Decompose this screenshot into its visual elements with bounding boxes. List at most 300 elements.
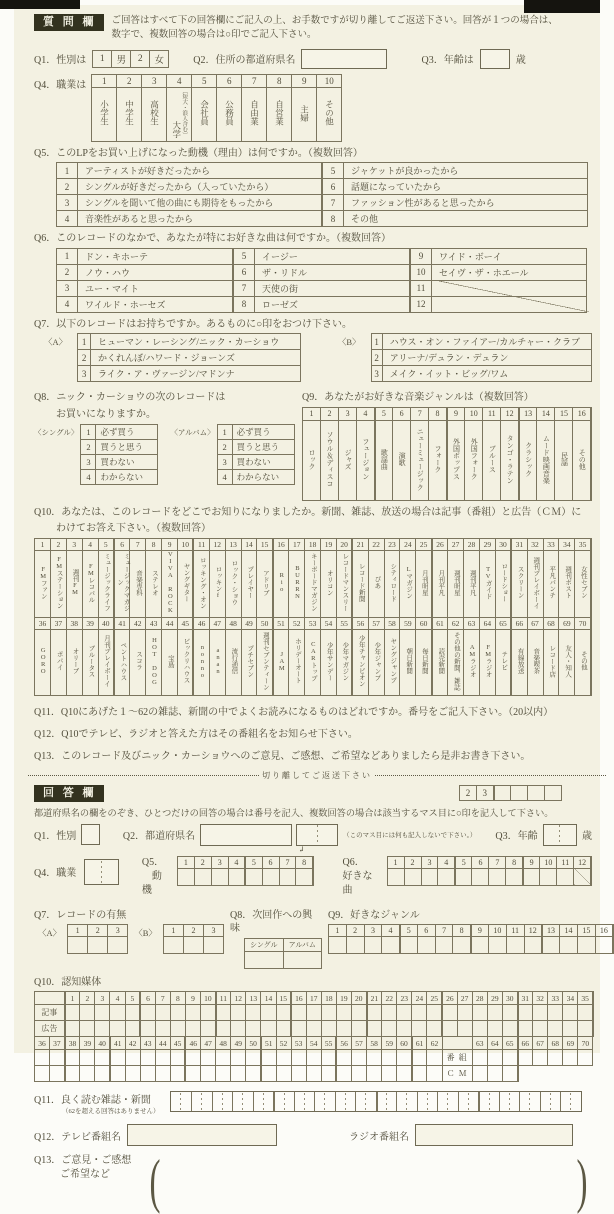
answer-cell[interactable] [412, 1050, 427, 1066]
option-cell: 7 [234, 280, 255, 296]
answer-cell[interactable] [437, 1092, 458, 1111]
answer-cell[interactable] [487, 1050, 502, 1066]
answer-cell[interactable] [228, 868, 245, 885]
option-cell: 41 [110, 1037, 125, 1050]
answer-cell[interactable] [499, 1092, 520, 1111]
answer-cell[interactable] [35, 1050, 50, 1066]
answer-cell[interactable] [125, 1005, 140, 1021]
answer-cell[interactable] [80, 1066, 95, 1082]
answer-cell[interactable] [506, 868, 523, 885]
answer-cell[interactable] [261, 1005, 276, 1021]
answer-cell[interactable] [140, 1021, 155, 1037]
option-cell: 3 [477, 785, 494, 800]
answer-cell[interactable] [110, 1005, 125, 1021]
ghost-cell [548, 1066, 563, 1082]
answer-cell[interactable] [283, 951, 322, 968]
answer-cell[interactable] [65, 1021, 80, 1037]
answer-cell[interactable] [216, 1021, 231, 1037]
option-cell: 65 [502, 1037, 517, 1050]
answer-cell[interactable] [183, 937, 203, 954]
answer-cell[interactable] [367, 1005, 382, 1021]
option-cell: 買わない [232, 455, 294, 470]
answer-cell[interactable] [245, 868, 262, 885]
option-cell: 19 [336, 992, 351, 1005]
option-cell: 15 [276, 992, 291, 1005]
answer-cell[interactable] [110, 1021, 125, 1037]
a-q2-prefecture-box[interactable] [200, 824, 292, 846]
answer-cell[interactable] [125, 1021, 140, 1037]
answer-cell[interactable] [528, 785, 545, 800]
answer-cell[interactable] [563, 1050, 578, 1066]
answer-cell[interactable] [472, 1050, 487, 1066]
answer-cell[interactable] [545, 785, 562, 800]
answer-cell[interactable] [382, 1005, 397, 1021]
answer-cell[interactable] [246, 1066, 261, 1082]
answer-cell[interactable] [548, 1050, 563, 1066]
answer-cell[interactable] [351, 1021, 366, 1037]
question-intro-line1: ご回答はすべて下の回答欄にご記入の上、お手数ですが切り離してご返送下さい。回答が１つの場合は、 [111, 16, 558, 26]
answer-cell[interactable] [435, 937, 453, 954]
answer-cell[interactable] [487, 1066, 502, 1082]
option-cell: 2 [217, 440, 232, 455]
answer-cell[interactable] [140, 1066, 155, 1082]
answer-cell[interactable] [216, 1066, 231, 1082]
option-cell: ドン・キホーテ [78, 248, 233, 264]
answer-cell[interactable] [427, 1021, 442, 1037]
answer-cell[interactable] [397, 1021, 412, 1037]
answer-cell[interactable] [397, 1066, 412, 1082]
option-cell: 3 [203, 925, 223, 937]
answer-cell[interactable] [194, 868, 211, 885]
answer-cell[interactable] [291, 1050, 306, 1066]
option-cell: 8 [234, 296, 255, 312]
answer-cell[interactable] [518, 1021, 533, 1037]
a-q2-code-box[interactable] [296, 824, 338, 846]
answer-cell[interactable] [246, 1021, 261, 1037]
answer-cell[interactable] [95, 1066, 110, 1082]
q9-genre-table [302, 407, 592, 501]
answer-cell[interactable] [261, 1021, 276, 1037]
answer-cell[interactable] [185, 1050, 200, 1066]
option-cell: 35 [578, 992, 593, 1005]
option-cell: 男 [112, 50, 131, 67]
option-cell: GORO [35, 629, 51, 695]
answer-cell[interactable] [291, 1021, 306, 1037]
option-cell: アルバム [283, 938, 322, 951]
option-cell: 2 [194, 856, 211, 868]
answer-cell[interactable] [321, 1005, 336, 1021]
answer-cell[interactable] [487, 1021, 502, 1037]
answer-cell[interactable] [351, 1066, 366, 1082]
a-q10-program-label: 番 組 [442, 1050, 472, 1066]
answer-cell[interactable] [417, 1092, 438, 1111]
a-q5-label-line2: 動機 [141, 870, 162, 896]
option-cell: 8 [506, 856, 523, 868]
q3-label: Q3．年齢は [421, 55, 474, 66]
answer-cell[interactable] [321, 1066, 336, 1082]
answer-cell[interactable] [35, 1066, 50, 1082]
option-cell: 45 [170, 1037, 185, 1050]
answer-cell[interactable] [417, 937, 435, 954]
answer-cell[interactable] [296, 868, 313, 885]
answer-cell[interactable] [232, 1092, 253, 1111]
a-q1-gender-box[interactable] [81, 824, 100, 845]
answer-cell[interactable] [211, 868, 228, 885]
option-cell: 28 [464, 538, 480, 550]
answer-cell[interactable] [50, 1050, 65, 1066]
answer-cell[interactable] [453, 937, 471, 954]
answer-cell[interactable] [518, 1050, 533, 1066]
answer-cell[interactable] [80, 1021, 95, 1037]
answer-cell[interactable] [595, 937, 613, 954]
answer-cell[interactable] [458, 1092, 479, 1111]
answer-cell[interactable] [125, 1066, 140, 1082]
answer-cell[interactable] [306, 1021, 321, 1037]
answer-cell[interactable] [557, 868, 574, 885]
diagonal-strike [434, 280, 589, 312]
answer-cell[interactable] [574, 868, 591, 885]
option-cell: フォーク [429, 420, 447, 500]
answer-cell[interactable] [212, 1092, 233, 1111]
a-q11-note: （62を超える回答はありません） [62, 1108, 160, 1116]
answer-cell[interactable] [511, 785, 528, 800]
answer-cell[interactable] [578, 1021, 593, 1037]
option-cell: 38 [65, 1037, 80, 1050]
answer-cell[interactable] [560, 937, 578, 954]
a-q7-label: Q7．レコードの有無 [34, 909, 127, 921]
answer-cell[interactable] [489, 868, 506, 885]
answer-cell[interactable] [95, 1021, 110, 1037]
answer-cell[interactable] [110, 1066, 125, 1082]
option-cell: 33 [548, 992, 563, 1005]
answer-cell[interactable] [155, 1005, 170, 1021]
option-cell: 24 [412, 992, 427, 1005]
option-cell: 公務員 [217, 87, 242, 141]
option-cell: 18 [305, 538, 321, 550]
answer-cell[interactable] [540, 1092, 561, 1111]
answer-cell[interactable] [108, 937, 128, 954]
answer-cell[interactable] [519, 1092, 540, 1111]
answer-cell[interactable] [472, 1021, 487, 1037]
answer-cell[interactable] [367, 1066, 382, 1082]
answer-cell[interactable] [185, 1005, 200, 1021]
answer-cell[interactable] [346, 937, 364, 954]
answer-cell[interactable] [191, 1092, 212, 1111]
option-cell: 8 [296, 856, 313, 868]
answer-cell[interactable] [502, 1021, 517, 1037]
answer-cell[interactable] [438, 868, 455, 885]
answer-cell[interactable] [170, 1005, 185, 1021]
q3-age-box[interactable] [480, 49, 510, 69]
answer-cell[interactable] [533, 1021, 548, 1037]
answer-cell[interactable] [306, 1050, 321, 1066]
answer-cell[interactable] [540, 868, 557, 885]
option-cell: 音楽専科 [130, 550, 146, 617]
answer-cell[interactable] [231, 1066, 246, 1082]
answer-cell[interactable] [427, 1005, 442, 1021]
answer-cell[interactable] [170, 1021, 185, 1037]
answer-cell[interactable] [201, 1050, 216, 1066]
answer-cell[interactable] [442, 1037, 472, 1050]
option-cell: 10 [317, 74, 342, 87]
answer-cell[interactable] [367, 1050, 382, 1066]
answer-cell[interactable] [382, 937, 400, 954]
option-cell: ペントハウス [114, 629, 130, 695]
q10-media-table [34, 538, 592, 696]
option-cell: 14 [537, 407, 555, 420]
answer-cell[interactable] [201, 1005, 216, 1021]
answer-cell[interactable] [231, 1050, 246, 1066]
answer-cell[interactable] [80, 1005, 95, 1021]
option-cell: BURRN [289, 550, 305, 617]
answer-cell[interactable] [400, 937, 418, 954]
answer-cell[interactable] [155, 1066, 170, 1082]
option-cell: 女性セブン [575, 550, 591, 617]
option-cell: 66 [511, 617, 527, 629]
answer-cell[interactable] [314, 1092, 335, 1111]
answer-cell[interactable] [88, 937, 108, 954]
answer-cell[interactable] [457, 1021, 472, 1037]
option-cell: 1 [303, 407, 321, 420]
answer-cell[interactable] [262, 868, 279, 885]
answer-cell[interactable] [95, 1050, 110, 1066]
answer-cell[interactable] [487, 1005, 502, 1021]
a-q4-occupation-box[interactable] [84, 859, 118, 885]
option-cell: 3 [142, 74, 167, 87]
answer-cell[interactable] [364, 937, 382, 954]
answer-cell[interactable] [502, 1005, 517, 1021]
answer-cell[interactable] [216, 1050, 231, 1066]
answer-cell[interactable] [472, 1066, 487, 1082]
answer-cell[interactable] [382, 1050, 397, 1066]
option-cell: ステレオ [146, 550, 162, 617]
option-cell: ミュージックマガジン [114, 550, 130, 617]
answer-cell[interactable] [577, 937, 595, 954]
option-cell: 21 [367, 992, 382, 1005]
answer-cell[interactable] [50, 1066, 65, 1082]
answer-cell[interactable] [261, 1066, 276, 1082]
q3-unit: 歳 [515, 55, 526, 66]
answer-cell[interactable] [291, 1066, 306, 1082]
answer-cell[interactable] [563, 1005, 578, 1021]
answer-cell[interactable] [329, 937, 347, 954]
answer-cell[interactable] [177, 868, 194, 885]
option-cell: 16 [595, 925, 613, 937]
answer-cell[interactable] [472, 1005, 487, 1021]
answer-cell[interactable] [560, 1092, 581, 1111]
answer-cell[interactable] [68, 937, 88, 954]
answer-cell[interactable] [396, 1092, 417, 1111]
option-cell: ホリデーオート [289, 629, 305, 695]
answer-cell[interactable] [578, 1050, 593, 1066]
option-cell: 11 [557, 856, 574, 868]
answer-cell[interactable] [246, 1005, 261, 1021]
option-cell: 2 [321, 407, 339, 420]
scan-edge-top-left [0, 0, 80, 9]
answer-cell[interactable] [185, 1021, 200, 1037]
answer-cell[interactable] [306, 1066, 321, 1082]
answer-cell[interactable] [140, 1005, 155, 1021]
option-cell: ポパイ [50, 629, 66, 695]
answer-cell[interactable] [457, 1005, 472, 1021]
option-cell: 2 [371, 350, 382, 366]
answer-cell[interactable] [306, 1005, 321, 1021]
option-cell: 63 [472, 1037, 487, 1050]
answer-cell[interactable] [80, 1050, 95, 1066]
answer-cell[interactable] [518, 1005, 533, 1021]
answer-cell[interactable] [261, 1050, 276, 1066]
answer-cell[interactable] [203, 937, 223, 954]
answer-cell[interactable] [533, 1050, 548, 1066]
option-cell: 32 [533, 992, 548, 1005]
answer-cell[interactable] [502, 1050, 517, 1066]
answer-cell[interactable] [201, 1021, 216, 1037]
answer-cell[interactable] [404, 868, 421, 885]
option-cell: 主婦 [292, 87, 317, 141]
answer-cell[interactable] [524, 937, 542, 954]
option-cell: ヒューマン・レーシング/ニック・カーショウ [91, 334, 301, 350]
option-cell: メイク・イット・ビッグ/ワム [382, 366, 591, 382]
q6-title: Q6．このレコードのなかで、あなたが特にお好きな曲は何ですか。（複数回答） [34, 233, 392, 244]
option-cell: ロック [303, 420, 321, 500]
option-cell: 必ず買う [96, 425, 158, 440]
option-cell: 43 [140, 1037, 155, 1050]
option-cell: 2 [404, 856, 421, 868]
answer-cell[interactable] [253, 1092, 274, 1111]
answer-cell[interactable] [276, 1050, 291, 1066]
answer-cell[interactable] [336, 1066, 351, 1082]
answer-cell[interactable] [412, 1066, 427, 1082]
answer-cell[interactable] [279, 868, 296, 885]
answer-cell[interactable] [336, 1005, 351, 1021]
option-cell: 36 [35, 1037, 50, 1050]
answer-cell[interactable] [171, 1092, 192, 1111]
answer-cell[interactable] [412, 1005, 427, 1021]
q2-prefecture-box[interactable] [301, 49, 387, 69]
option-cell: 9 [447, 407, 465, 420]
answer-cell[interactable] [321, 1021, 336, 1037]
option-cell: 7 [435, 925, 453, 937]
answer-cell[interactable] [294, 1092, 315, 1111]
answer-cell[interactable] [246, 1050, 261, 1066]
option-cell: 4 [228, 856, 245, 868]
answer-cell[interactable] [155, 1021, 170, 1037]
answer-cell[interactable] [382, 1066, 397, 1082]
answer-cell[interactable] [65, 1066, 80, 1082]
answer-cell[interactable] [276, 1021, 291, 1037]
answer-cell[interactable] [412, 1021, 427, 1037]
option-cell: 少年サンデー [321, 629, 337, 695]
answer-cell[interactable] [201, 1066, 216, 1082]
answer-cell[interactable] [489, 937, 507, 954]
answer-cell[interactable] [542, 937, 560, 954]
option-cell: 12 [411, 296, 432, 312]
answer-cell[interactable] [155, 1050, 170, 1066]
option-cell: 6 [262, 856, 279, 868]
answer-cell[interactable] [95, 1005, 110, 1021]
answer-cell[interactable] [382, 1021, 397, 1037]
answer-cell[interactable] [351, 1005, 366, 1021]
answer-cell[interactable] [231, 1021, 246, 1037]
answer-cell[interactable] [276, 1066, 291, 1082]
answer-cell[interactable] [471, 937, 489, 954]
option-cell: 4 [357, 407, 375, 420]
answer-cell[interactable] [523, 868, 540, 885]
answer-cell[interactable] [548, 1021, 563, 1037]
answer-cell[interactable] [170, 1050, 185, 1066]
option-cell: 22 [382, 992, 397, 1005]
option-cell: 10 [201, 992, 216, 1005]
answer-cell[interactable] [533, 1005, 548, 1021]
answer-cell[interactable] [110, 1050, 125, 1066]
answer-cell[interactable] [231, 1005, 246, 1021]
option-cell: 13 [225, 538, 241, 550]
option-cell: ジャズ [339, 420, 357, 500]
answer-cell[interactable] [427, 1066, 442, 1082]
answer-cell[interactable] [273, 1092, 294, 1111]
answer-cell[interactable] [321, 1050, 336, 1066]
answer-cell[interactable] [472, 868, 489, 885]
answer-cell[interactable] [336, 1050, 351, 1066]
answer-cell[interactable] [478, 1092, 499, 1111]
answer-cell[interactable] [65, 1050, 80, 1066]
option-cell: 40 [95, 1037, 110, 1050]
a-q13-comment-area[interactable] [145, 1148, 592, 1214]
answer-cell[interactable] [421, 868, 438, 885]
answer-cell[interactable] [291, 1005, 306, 1021]
a-q12-radio-box[interactable] [415, 1124, 573, 1146]
answer-cell[interactable] [336, 1021, 351, 1037]
answer-cell[interactable] [351, 1050, 366, 1066]
option-cell: 少年ジャンプ [368, 629, 384, 695]
answer-cell[interactable] [578, 1005, 593, 1021]
answer-cell[interactable] [335, 1092, 356, 1111]
answer-cell[interactable] [65, 1005, 80, 1021]
answer-cell[interactable] [548, 1005, 563, 1021]
answer-cell[interactable] [216, 1005, 231, 1021]
answer-cell[interactable] [442, 1005, 457, 1021]
answer-cell[interactable] [397, 1005, 412, 1021]
answer-cell[interactable] [387, 868, 404, 885]
answer-cell[interactable] [455, 868, 472, 885]
option-cell: シングルが好きだったから（入っていたから） [78, 179, 322, 195]
answer-cell[interactable] [163, 937, 183, 954]
answer-cell[interactable] [367, 1021, 382, 1037]
answer-cell[interactable] [276, 1005, 291, 1021]
answer-cell[interactable] [355, 1092, 376, 1111]
answer-cell[interactable] [442, 1021, 457, 1037]
answer-cell[interactable] [427, 1050, 442, 1066]
answer-cell[interactable] [502, 1066, 517, 1082]
a-q3-age-box[interactable] [543, 824, 577, 846]
option-cell: 2 [50, 538, 66, 550]
answer-cell[interactable] [185, 1066, 200, 1082]
answer-cell[interactable] [140, 1050, 155, 1066]
answer-cell[interactable] [494, 785, 511, 800]
option-cell: 36 [35, 617, 51, 629]
option-cell: ビックリハウス [178, 629, 194, 695]
answer-cell[interactable] [397, 1050, 412, 1066]
answer-cell[interactable] [245, 951, 284, 968]
a-q12-tv-box[interactable] [127, 1124, 277, 1146]
answer-cell[interactable] [125, 1050, 140, 1066]
answer-cell[interactable] [563, 1021, 578, 1037]
answer-cell[interactable] [376, 1092, 397, 1111]
option-cell: Rio [273, 550, 289, 617]
option-cell: 48 [216, 1037, 231, 1050]
answer-cell[interactable] [506, 937, 524, 954]
answer-cell[interactable] [170, 1066, 185, 1082]
